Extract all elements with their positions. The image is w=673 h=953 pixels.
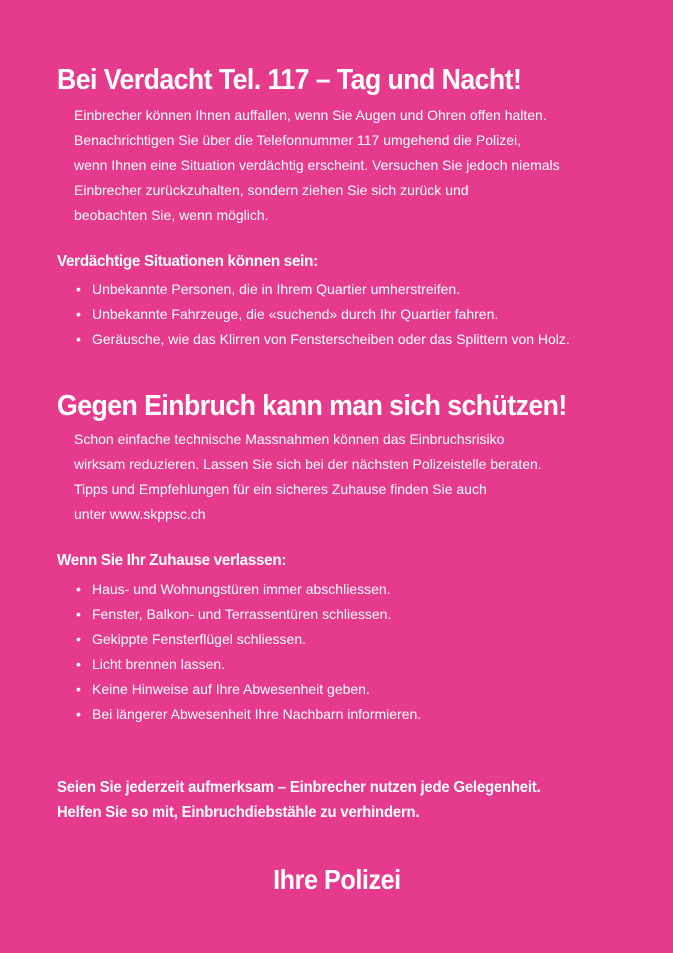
paragraph-line: Benachrichtigen Sie über die Telefonnummer 117 umgehend die Polizei, (74, 132, 521, 148)
protection-paragraph (74, 427, 634, 527)
signature (0, 864, 673, 896)
paragraph-line: unter www.skppsc.ch (74, 506, 206, 522)
closing-statement (57, 775, 541, 825)
list-item: • Bei längerer Abwesenheit Ihre Nachbarn informieren. (74, 702, 421, 727)
list-item: • Fenster, Balkon- und Terrassentüren schliessen. (74, 602, 421, 627)
headline-emergency: Bei Verdacht Tel. 117 – Tag und Nacht! (57, 64, 522, 96)
closing-line: Helfen Sie so mit, Einbruchdiebstähle zu verhindern. (57, 804, 420, 821)
paragraph-line: Tipps und Empfehlungen für ein sicheres Zuhause finden Sie auch (74, 481, 487, 497)
paragraph-line: Schon einfache technische Massnahmen können das Einbruchsrisiko (74, 431, 505, 447)
subheading-suspicious-situations: Verdächtige Situationen können sein: (57, 253, 318, 270)
list-item: • Gekippte Fensterflügel schliessen. (74, 627, 421, 652)
paragraph-line: Einbrecher können Ihnen auffallen, wenn Sie Augen und Ohren offen halten. (74, 107, 547, 123)
list-item: • Unbekannte Fahrzeuge, die «suchend» durch Ihr Quartier fahren. (74, 302, 570, 327)
headline-protection: Gegen Einbruch kann man sich schützen! (57, 390, 567, 422)
paragraph-line: Einbrecher zurückzuhalten, sondern ziehen Sie sich zurück und (74, 182, 469, 198)
list-item: • Haus- und Wohnungstüren immer abschliessen. (74, 577, 421, 602)
subheading-leaving-home: Wenn Sie Ihr Zuhause verlassen: (57, 552, 287, 569)
intro-paragraph (74, 103, 634, 228)
closing-line: Seien Sie jederzeit aufmerksam – Einbrecher nutzen jede Gelegenheit. (57, 779, 541, 796)
leaving-home-list (74, 577, 421, 727)
list-item: • Geräusche, wie das Klirren von Fensterscheiben oder das Splittern von Holz. (74, 327, 570, 352)
paragraph-line: wenn Ihnen eine Situation verdächtig erscheint. Versuchen Sie jedoch niemals (74, 157, 560, 173)
list-item: • Keine Hinweise auf Ihre Abwesenheit geben. (74, 677, 421, 702)
list-item: • Unbekannte Personen, die in Ihrem Quartier umherstreifen. (74, 277, 570, 302)
suspicious-situations-list (74, 277, 570, 352)
signature-text: Ihre Polizei (272, 864, 401, 895)
paragraph-line: wirksam reduzieren. Lassen Sie sich bei der nächsten Polizeistelle beraten. (74, 456, 542, 472)
list-item: • Licht brennen lassen. (74, 652, 421, 677)
paragraph-line: beobachten Sie, wenn möglich. (74, 207, 269, 223)
